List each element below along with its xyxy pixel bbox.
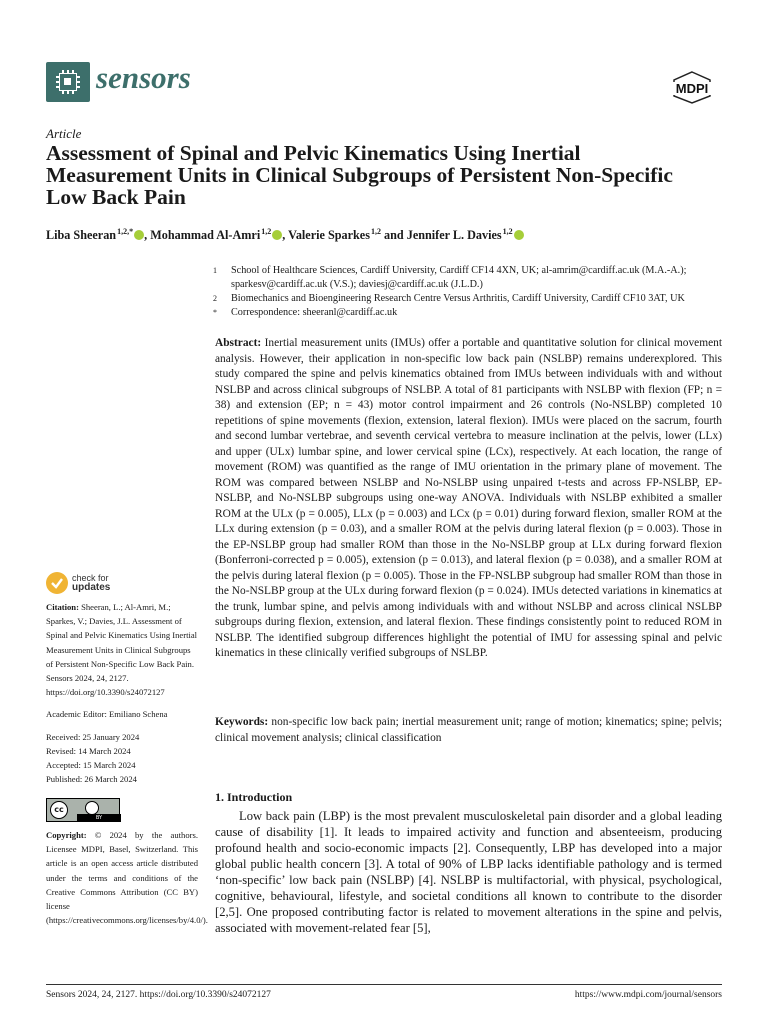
keywords (215, 715, 722, 746)
sidebar (46, 600, 198, 794)
date-published: Published: 26 March 2024 (46, 774, 137, 785)
author-name[interactable]: Valerie Sparkes (288, 228, 370, 242)
affiliation-text: Biomechanics and Bioengineering Research Centre Versus Arthritis, Cardiff University, Cardiff CF10 3AT, UK (231, 293, 685, 304)
check-updates-line1: check for (72, 573, 109, 583)
author-affil-ref: 1,2 (261, 226, 272, 236)
mdpi-logo-icon (666, 70, 718, 104)
affiliation-number: * (213, 308, 217, 317)
journal-logo-icon (46, 62, 90, 102)
affiliation-text: Correspondence: sheeranl@cardiff.ac.uk (231, 307, 398, 318)
keywords-text: non-specific low back pain; inertial measurement unit; range of motion; kinematics; spine; pelvis; clinical movement analysis; clinical classification (215, 716, 722, 744)
copyright-text: © 2024 by the authors. Licensee MDPI, Basel, Switzerland. This article is an open access article distributed under the terms and conditions of the Creative Commons Attribution (CC BY) license (https://creativecommons.org/licenses/by/4.0/). (46, 830, 208, 926)
author-name[interactable]: Liba Sheeran (46, 228, 117, 242)
author-affil-ref: 1,2 (502, 226, 513, 236)
academic-editor: Academic Editor: Emiliano Schena (46, 709, 168, 720)
cc-icon: cc (50, 801, 68, 819)
check-updates-line2: updates (72, 582, 111, 593)
citation-label: Citation: (46, 602, 79, 612)
keywords-label: Keywords: (215, 716, 269, 728)
footer-journal-link[interactable]: https://www.mdpi.com/journal/sensors (574, 990, 722, 1000)
journal-name: sensors (96, 60, 191, 95)
intro-text: Low back pain (LBP) is the most prevalent musculoskeletal pain disorder and a global leading cause of disability [1]. It leads to impaired activity and function and absenteeism, producing profound health and socio-economic impacts [2]. Consequently, LBP has developed into a major global public health concern [3]. A total of 90% of LBP lacks identifiable pathology and is termed ‘non-specific’ low back pain (NSLBP) [4]. NSLBP is multifactorial, with physical, psychological, cognitive, behavioural, lifestyle, and societal conditions all known to contribute to the disorder [2,5]. One proposed contributing factor is related to movement alterations in the spine and pelvis, associated with movement-related fear [5], (215, 809, 722, 935)
date-accepted: Accepted: 15 March 2024 (46, 760, 136, 771)
citation-block (46, 600, 198, 699)
date-revised: Revised: 14 March 2024 (46, 745, 131, 756)
cc-by-license-badge[interactable] (46, 798, 120, 822)
affiliation-item (213, 264, 723, 292)
footer-divider (46, 984, 722, 985)
affiliation-text: School of Healthcare Sciences, Cardiff University, Cardiff CF14 4XN, UK; al-amrim@cardiff.ac.uk (M.A.-A.); sparkesv@cardiff.ac.uk (V.S.); daviesj@cardiff.ac.uk (J.L.D.) (231, 265, 687, 290)
citation-text: Sheeran, L.; Al-Amri, M.; Sparkes, V.; Davies, J.L. Assessment of Spinal and Pelvic Kinematics Using Inertial Measurement Units in Clinical Subgroups of Persistent Non-Specific Low Back Pain. Sensors 2024, 24, 2127. https://doi.org/10.3390/s24072127 (46, 602, 198, 698)
person-icon (85, 801, 99, 815)
author-affil-ref: 1,2,* (117, 226, 134, 236)
orcid-icon[interactable] (272, 230, 282, 240)
affiliations (213, 264, 723, 320)
copyright-label: Copyright: (46, 830, 87, 840)
author-name[interactable]: Jennifer L. Davies (406, 228, 502, 242)
copyright-notice (46, 828, 208, 927)
orcid-icon[interactable] (514, 230, 524, 240)
article-title: Assessment of Spinal and Pelvic Kinematics Using Inertial Measurement Units in Clinical Subgroups of Persistent Non-Specific Low Back Pain (46, 141, 673, 209)
publisher-name: MDPI (675, 81, 709, 96)
article-type: Article (46, 126, 82, 141)
by-label: BY (77, 814, 121, 822)
abstract-text: Inertial measurement units (IMUs) offer a portable and quantitative solution for clinical movement analysis. However, their application in non-specific low back pain (NSLBP) remains underexplored. This study compared the spine and pelvis kinematics obtained from IMUs between individuals with and without NSLBP and across clinical subgroups of NSLBP. A total of 81 participants with NSLBP with flexion (FP; n = 38) and extension (EP; n = 43) motor control impairment and 26 controls (No-NSLBP) completed 10 repetitions of spine movements (flexion, extension, lateral flexion). IMUs were placed on the sacrum, fourth and second lumbar vertebrae, and seventh cervical vertebra to measure inclination at the pelvis, lower (LLx) and upper (ULx) lumbar spine, and lower cervical spine (LCx), respectively. At each location, the range of movement (ROM) was quantified as the range of IMU orientation in the primary plane of movement. The ROM was compared between NSLBP and No-NSLBP using unpaired t-tests and across FP-NSLBP, EP-NSLBP, and No-NSLBP subgroups using one-way ANOVA. Individuals with NSLBP exhibited a smaller ROM at the ULx (p = 0.005), LLx (p = 0.003) and LCx (p = 0.01) during forward flexion, smaller ROM at the LLx during extension (p = 0.03), and a smaller ROM at the pelvis during lateral flexion (p = 0.003). Those in the EP-NSLBP group had smaller ROM than those in the No-NSLBP group at LLx during forward flexion (Bonferroni-corrected p = 0.005), extension (p = 0.013), and lateral flexion (p = 0.038), and a smaller ROM at the pelvis during lateral flexion (p = 0.005). Those in the FP-NSLBP subgroup had smaller ROM than those in the No-NSLBP group at the ULx during forward flexion (p = 0.024). IMUs detected variations in kinematics at the trunk, lumbar spine, and pelvis among individuals with and without NSLBP and across clinical NSLBP subgroups during flexion, extension, and lateral flexion. These findings consistently point to reduced ROM in NSLBP. The identified subgroup differences highlight the potential of IMU for assessing spinal and pelvic kinematics in these clinically verified subgroups of NSLBP. (215, 337, 722, 659)
check-for-updates-button[interactable] (72, 573, 110, 593)
dates-block (46, 730, 198, 787)
abstract (215, 336, 722, 662)
date-received: Received: 25 January 2024 (46, 731, 140, 742)
author-name[interactable]: Mohammad Al-Amri (150, 228, 261, 242)
orcid-icon[interactable] (134, 230, 144, 240)
abstract-label: Abstract: (215, 337, 262, 349)
affiliation-item (213, 306, 723, 320)
affiliation-number: 1 (213, 266, 217, 275)
footer-citation[interactable]: Sensors 2024, 24, 2127. https://doi.org/10.3390/s24072127 (46, 990, 271, 1000)
check-for-updates-icon[interactable] (46, 572, 68, 594)
section-heading: 1. Introduction (215, 790, 293, 804)
intro-paragraph (215, 808, 722, 936)
affiliation-number: 2 (213, 294, 217, 303)
affiliation-item (213, 292, 723, 306)
author-affil-ref: 1,2 (370, 226, 381, 236)
author-list: Liba Sheeran $^{1,2,*}$ , Mohammad Al-Amri $^{1,2}$ , Valerie Sparkes $^{1,2}$ and Jennifer L. Davies $^{1,2}$ (46, 228, 736, 243)
